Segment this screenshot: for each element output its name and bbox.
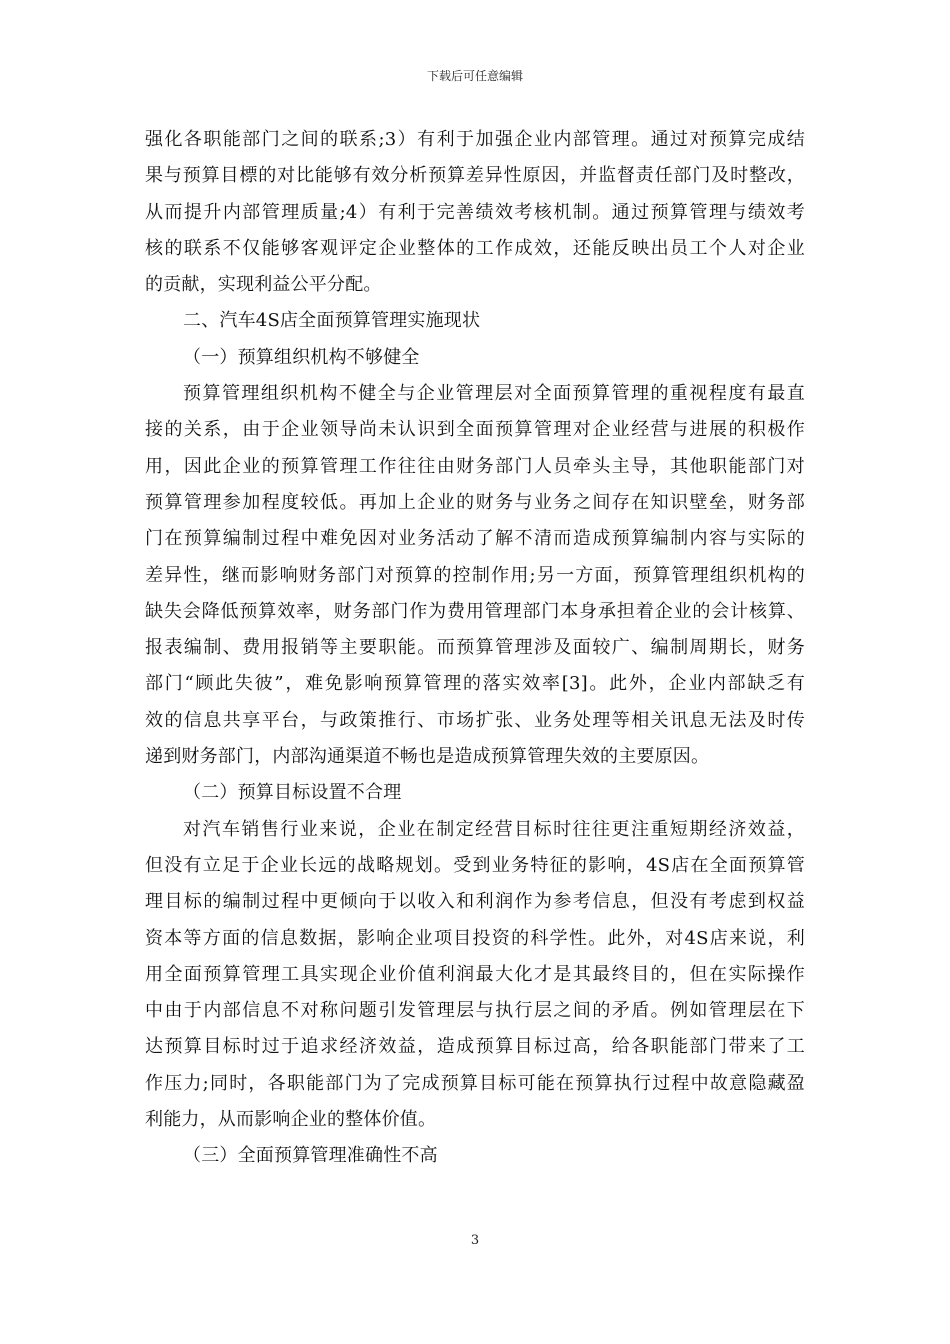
body-line: 达预算目标时过于追求经济效益，造成预算目标过高，给各职能部门带来了工 [145,1036,805,1058]
body-line: 接的关系，由于企业领导尚未认识到全面预算管理对企业经营与进展的积极作 [145,419,805,441]
body-line: 核的联系不仅能够客观评定企业整体的工作成效，还能反映出员工个人对企业 [145,237,805,259]
body-line: 从而提升内部管理质量;4）有利于完善绩效考核机制。通过预算管理与绩效考 [145,201,805,223]
body-line: 效的信息共享平台，与政策推行、市场扩张、业务处理等相关讯息无法及时传 [145,709,805,731]
body-line: 利能力，从而影响企业的整体价值。 [145,1109,437,1131]
body-line: 差异性，继而影响财务部门对预算的控制作用;另一方面，预算管理组织机构的 [145,564,805,586]
body-line: 中由于内部信息不对称问题引发管理层与执行层之间的矛盾。例如管理层在下 [145,1000,805,1022]
subsection-heading: （一）预算组织机构不够健全 [183,346,420,368]
body-line: 用全面预算管理工具实现企业价值利润最大化才是其最终目的，但在实际操作 [145,963,805,985]
body-line: 但没有立足于企业长远的战略规划。受到业务特征的影响，4S店在全面预算管 [145,854,805,876]
body-line: 部门“顾此失彼”，难免影响预算管理的落实效率[3]。此外，企业内部缺乏有 [145,673,805,695]
body-line: 缺失会降低预算效率，财务部门作为费用管理部门本身承担着企业的会计核算、 [145,600,805,622]
body-line: 预算管理参加程度较低。再加上企业的财务与业务之间存在知识壁垒，财务部 [145,491,805,513]
body-line: 的贡献，实现利益公平分配。 [145,274,382,296]
body-line: 强化各职能部门之间的联系;3）有利于加强企业内部管理。通过对预算完成结 [145,129,805,150]
body-line: 理目标的编制过程中更倾向于以收入和利润作为参考信息，但没有考虑到权益 [145,891,805,913]
document-body [145,122,805,1175]
body-line: 资本等方面的信息数据，影响企业项目投资的科学性。此外，对4S店来说，利 [145,927,805,949]
subsection-heading: （二）预算目标设置不合理 [183,782,402,804]
body-line: 报表编制、费用报销等主要职能。而预算管理涉及面较广、编制周期长，财务 [145,637,805,659]
page-header: 下载后可任意编辑 [426,69,523,83]
subsection-heading: （三）全面预算管理准确性不高 [183,1145,438,1167]
body-line: 门在预算编制过程中难免因对业务活动了解不清而造成预算编制内容与实际的 [145,528,805,550]
body-line: 用，因此企业的预算管理工作往往由财务部门人员牵头主导，其他职能部门对 [145,455,805,477]
section-heading: 二、汽车4S店全面预算管理实施现状 [183,310,481,332]
body-line: 对汽车销售行业来说，企业在制定经营目标时往往更注重短期经济效益， [183,818,805,840]
body-line: 预算管理组织机构不健全与企业管理层对全面预算管理的重视程度有最直 [183,383,805,405]
page-number: 3 [470,1233,480,1248]
body-line: 递到财务部门，内部沟通渠道不畅也是造成预算管理失效的主要原因。 [145,746,710,768]
body-line: 作压力;同时，各职能部门为了完成预算目标可能在预算执行过程中故意隐藏盈 [145,1072,805,1094]
body-line: 果与预算目標的对比能够有效分析预算差异性原因，并监督责任部门及时整改， [145,165,805,187]
